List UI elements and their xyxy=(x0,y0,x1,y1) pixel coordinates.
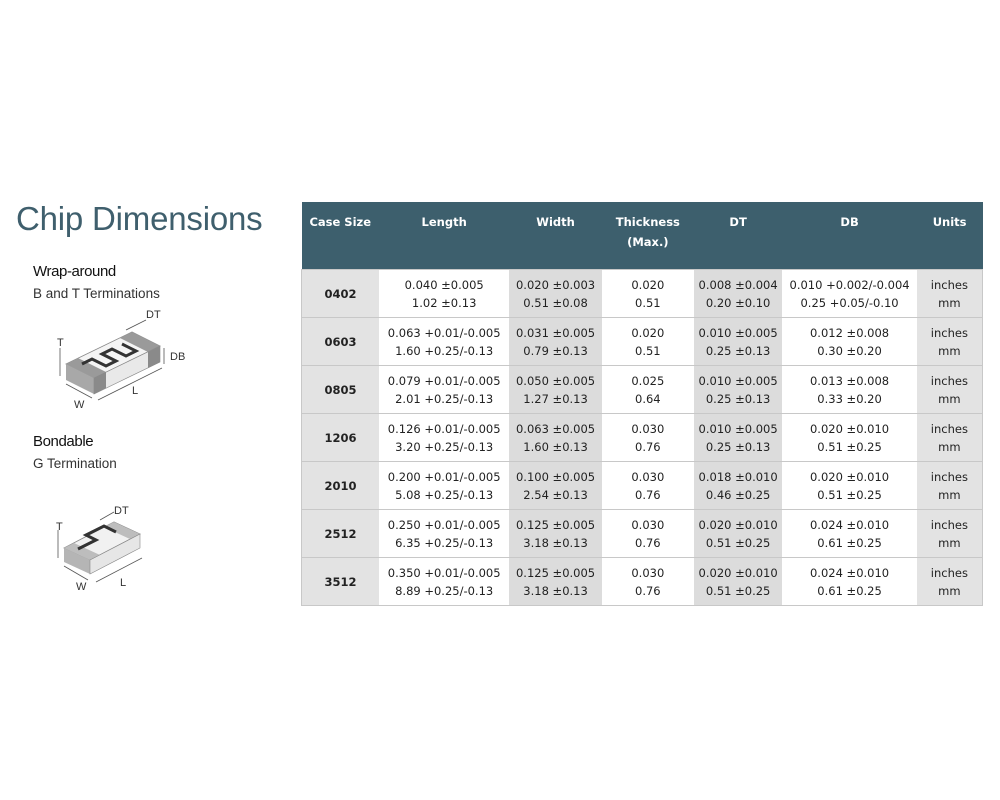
thickness-mm-value: 0.51 xyxy=(635,295,661,310)
bond-label-l: L xyxy=(120,577,127,589)
units-inches-value: inches xyxy=(930,277,968,292)
db-cell xyxy=(782,414,916,462)
wrap-around-subheading: B and T Terminations xyxy=(33,286,160,301)
db-inches-value: 0.013 ±0.008 xyxy=(809,373,890,388)
table-header-row xyxy=(302,202,983,270)
units-inches-value: inches xyxy=(930,373,968,388)
db-mm-value: 0.25 +0.05/-0.10 xyxy=(800,295,899,310)
units-mm-value: mm xyxy=(938,391,961,406)
units-mm-value: mm xyxy=(938,487,961,502)
header-width: Width xyxy=(509,202,601,270)
width-mm-value: 1.27 ±0.13 xyxy=(523,391,588,406)
thickness-cell xyxy=(602,318,694,366)
db-cell xyxy=(782,510,916,558)
thickness-cell xyxy=(602,558,694,606)
db-mm-value: 0.61 ±0.25 xyxy=(817,535,882,550)
width-cell xyxy=(509,318,601,366)
units-inches-value: inches xyxy=(930,469,968,484)
thickness-cell xyxy=(602,462,694,510)
thickness-cell xyxy=(602,414,694,462)
units-inches-value: inches xyxy=(930,565,968,580)
thickness-mm-value: 0.64 xyxy=(635,391,661,406)
length-cell xyxy=(379,558,509,606)
page-title: Chip Dimensions xyxy=(16,200,263,237)
units-inches-value: inches xyxy=(930,325,968,340)
length-inches-value: 0.126 +0.01/-0.005 xyxy=(387,421,501,436)
thickness-inches-value: 0.020 xyxy=(631,277,665,292)
width-inches-value: 0.125 ±0.005 xyxy=(515,565,596,580)
header-thickness: Thickness (Max.) xyxy=(602,202,694,270)
length-mm-value: 1.60 +0.25/-0.13 xyxy=(395,343,494,358)
case-size-cell: 3512 xyxy=(302,558,379,606)
db-mm-value: 0.51 ±0.25 xyxy=(817,487,882,502)
width-inches-value: 0.020 ±0.003 xyxy=(515,277,596,292)
thickness-mm-value: 0.76 xyxy=(635,439,661,454)
width-mm-value: 0.51 ±0.08 xyxy=(523,295,588,310)
thickness-inches-value: 0.030 xyxy=(631,565,665,580)
db-cell xyxy=(782,462,916,510)
dt-cell xyxy=(694,414,782,462)
units-mm-value: mm xyxy=(938,535,961,550)
width-cell xyxy=(509,558,601,606)
thickness-mm-value: 0.76 xyxy=(635,535,661,550)
length-mm-value: 3.20 +0.25/-0.13 xyxy=(395,439,494,454)
dt-mm-value: 0.20 ±0.10 xyxy=(705,295,771,310)
dt-inches-value: 0.018 ±0.010 xyxy=(698,469,778,484)
dt-mm-value: 0.25 ±0.13 xyxy=(705,391,771,406)
length-mm-value: 6.35 +0.25/-0.13 xyxy=(395,535,494,550)
db-mm-value: 0.61 ±0.25 xyxy=(817,583,882,598)
header-case-size: Case Size xyxy=(302,202,379,270)
width-mm-value: 2.54 ±0.13 xyxy=(523,487,588,502)
dt-cell xyxy=(694,558,782,606)
length-cell xyxy=(379,366,509,414)
label-t: T xyxy=(57,337,64,349)
units-mm-value: mm xyxy=(938,583,961,598)
thickness-mm-value: 0.51 xyxy=(635,343,661,358)
dt-inches-value: 0.020 ±0.010 xyxy=(698,565,778,580)
dt-inches-value: 0.010 ±0.005 xyxy=(698,373,778,388)
dt-mm-value: 0.25 ±0.13 xyxy=(705,343,771,358)
width-inches-value: 0.100 ±0.005 xyxy=(515,469,596,484)
length-inches-value: 0.350 +0.01/-0.005 xyxy=(387,565,501,580)
db-cell xyxy=(782,558,916,606)
thickness-inches-value: 0.020 xyxy=(631,325,665,340)
table-row xyxy=(302,318,983,366)
table-row xyxy=(302,414,983,462)
units-cell xyxy=(917,414,983,462)
case-size-cell: 1206 xyxy=(302,414,379,462)
table-row xyxy=(302,270,983,318)
dt-mm-value: 0.46 ±0.25 xyxy=(705,487,771,502)
length-inches-value: 0.063 +0.01/-0.005 xyxy=(387,325,501,340)
db-inches-value: 0.010 +0.002/-0.004 xyxy=(789,277,910,292)
width-cell xyxy=(509,270,601,318)
db-cell xyxy=(782,366,916,414)
thickness-mm-value: 0.76 xyxy=(635,487,661,502)
dt-cell xyxy=(694,318,782,366)
width-inches-value: 0.050 ±0.005 xyxy=(515,373,596,388)
width-inches-value: 0.125 ±0.005 xyxy=(515,517,596,532)
length-mm-value: 5.08 +0.25/-0.13 xyxy=(395,487,494,502)
units-cell xyxy=(917,510,983,558)
case-size-cell: 0805 xyxy=(302,366,379,414)
db-cell xyxy=(782,318,916,366)
units-cell xyxy=(917,558,983,606)
units-inches-value: inches xyxy=(930,421,968,436)
width-cell xyxy=(509,414,601,462)
label-db: DB xyxy=(170,351,186,363)
dt-mm-value: 0.51 ±0.25 xyxy=(705,583,771,598)
thickness-cell xyxy=(602,366,694,414)
label-w: W xyxy=(74,399,85,411)
bondable-subheading: G Termination xyxy=(33,456,117,471)
bond-label-t: T xyxy=(56,521,63,533)
bond-label-dt: DT xyxy=(114,505,129,517)
header-units: Units xyxy=(917,202,983,270)
thickness-inches-value: 0.030 xyxy=(631,421,665,436)
length-inches-value: 0.250 +0.01/-0.005 xyxy=(387,517,501,532)
width-cell xyxy=(509,510,601,558)
dt-cell xyxy=(694,366,782,414)
dt-cell xyxy=(694,510,782,558)
table-row xyxy=(302,558,983,606)
label-dt: DT xyxy=(146,309,161,321)
db-inches-value: 0.020 ±0.010 xyxy=(809,469,890,484)
width-inches-value: 0.031 ±0.005 xyxy=(515,325,596,340)
db-inches-value: 0.024 ±0.010 xyxy=(809,565,890,580)
db-inches-value: 0.012 ±0.008 xyxy=(809,325,890,340)
length-cell xyxy=(379,414,509,462)
wrap-around-chip-diagram xyxy=(48,302,198,420)
table-row xyxy=(302,462,983,510)
bondable-heading: Bondable xyxy=(33,433,94,450)
thickness-inches-value: 0.025 xyxy=(631,373,665,388)
dt-inches-value: 0.010 ±0.005 xyxy=(698,421,778,436)
bond-label-w: W xyxy=(76,581,87,593)
case-size-cell: 0603 xyxy=(302,318,379,366)
units-cell xyxy=(917,270,983,318)
units-inches-value: inches xyxy=(930,517,968,532)
width-mm-value: 3.18 ±0.13 xyxy=(523,535,588,550)
thickness-inches-value: 0.030 xyxy=(631,469,665,484)
units-cell xyxy=(917,318,983,366)
thickness-inches-value: 0.030 xyxy=(631,517,665,532)
length-mm-value: 1.02 ±0.13 xyxy=(411,295,477,310)
length-cell xyxy=(379,510,509,558)
db-inches-value: 0.020 ±0.010 xyxy=(809,421,890,436)
dt-inches-value: 0.008 ±0.004 xyxy=(698,277,778,292)
units-mm-value: mm xyxy=(938,439,961,454)
length-cell xyxy=(379,318,509,366)
table-row xyxy=(302,366,983,414)
header-dt: DT xyxy=(694,202,782,270)
units-cell xyxy=(917,366,983,414)
width-mm-value: 3.18 ±0.13 xyxy=(523,583,588,598)
wrap-around-heading: Wrap-around xyxy=(33,263,116,280)
dt-inches-value: 0.020 ±0.010 xyxy=(698,517,778,532)
case-size-cell: 2010 xyxy=(302,462,379,510)
length-inches-value: 0.200 +0.01/-0.005 xyxy=(387,469,501,484)
units-mm-value: mm xyxy=(938,343,961,358)
length-mm-value: 8.89 +0.25/-0.13 xyxy=(395,583,494,598)
case-size-cell: 0402 xyxy=(302,270,379,318)
width-inches-value: 0.063 ±0.005 xyxy=(515,421,596,436)
db-cell xyxy=(782,270,916,318)
thickness-cell xyxy=(602,270,694,318)
db-inches-value: 0.024 ±0.010 xyxy=(809,517,890,532)
thickness-mm-value: 0.76 xyxy=(635,583,661,598)
length-mm-value: 2.01 +0.25/-0.13 xyxy=(395,391,494,406)
dt-inches-value: 0.010 ±0.005 xyxy=(698,325,778,340)
width-mm-value: 1.60 ±0.13 xyxy=(523,439,588,454)
length-cell xyxy=(379,270,509,318)
width-mm-value: 0.79 ±0.13 xyxy=(523,343,588,358)
header-db: DB xyxy=(782,202,916,270)
width-cell xyxy=(509,366,601,414)
thickness-cell xyxy=(602,510,694,558)
dt-cell xyxy=(694,270,782,318)
length-cell xyxy=(379,462,509,510)
db-mm-value: 0.33 ±0.20 xyxy=(817,391,882,406)
table-row xyxy=(302,510,983,558)
units-mm-value: mm xyxy=(938,295,961,310)
units-cell xyxy=(917,462,983,510)
width-cell xyxy=(509,462,601,510)
chip-dimensions-table xyxy=(301,202,983,606)
dt-mm-value: 0.51 ±0.25 xyxy=(705,535,771,550)
db-mm-value: 0.51 ±0.25 xyxy=(817,439,882,454)
dt-mm-value: 0.25 ±0.13 xyxy=(705,439,771,454)
bondable-chip-diagram xyxy=(50,500,170,600)
case-size-cell: 2512 xyxy=(302,510,379,558)
dt-cell xyxy=(694,462,782,510)
header-length: Length xyxy=(379,202,509,270)
label-l: L xyxy=(132,385,139,397)
db-mm-value: 0.30 ±0.20 xyxy=(817,343,882,358)
length-inches-value: 0.079 +0.01/-0.005 xyxy=(387,373,501,388)
length-inches-value: 0.040 ±0.005 xyxy=(404,277,484,292)
